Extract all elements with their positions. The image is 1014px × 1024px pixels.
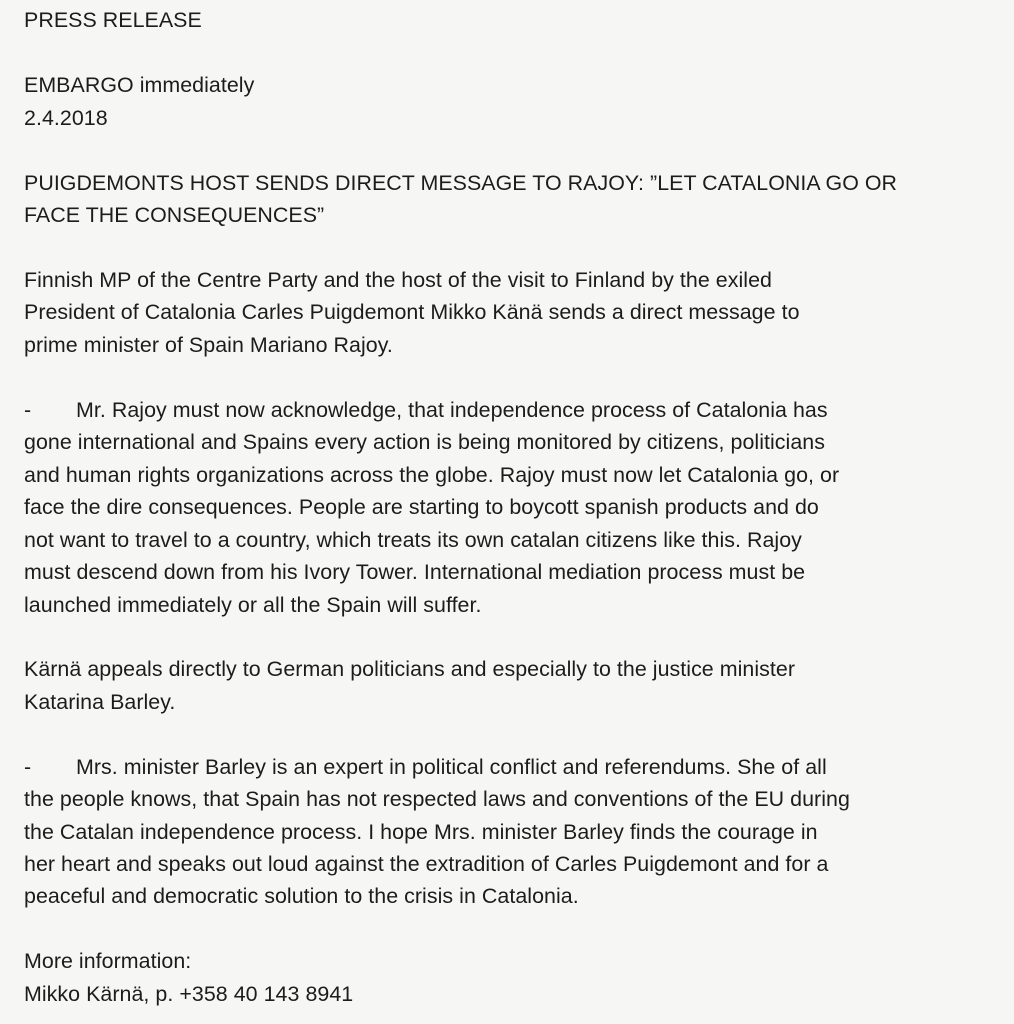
document-heading: PRESS RELEASE (24, 8, 202, 32)
intro-line: prime minister of Spain Mariano Rajoy. (24, 333, 393, 357)
quote-line: gone international and Spains every action is being monitored by citizens, politicians (24, 430, 825, 454)
headline-line: FACE THE CONSEQUENCES” (24, 203, 325, 227)
appeal-line: Kärnä appeals directly to German politicians and especially to the justice minister (24, 657, 796, 681)
release-date: 2.4.2018 (24, 106, 108, 130)
quote-line: her heart and speaks out loud against the extradition of Carles Puigdemont and for a (24, 852, 829, 876)
appeal-line: Katarina Barley. (24, 690, 176, 714)
quote-dash: - (24, 398, 32, 422)
intro-line: President of Catalonia Carles Puigdemont Mikko Känä sends a direct message to (24, 300, 800, 324)
quote-line: launched immediately or all the Spain will suffer. (24, 593, 482, 617)
quote-dash: - (24, 755, 32, 779)
contact-details: Mikko Kärnä, p. +358 40 143 8941 (24, 982, 354, 1006)
quote-line: peaceful and democratic solution to the crisis in Catalonia. (24, 884, 579, 908)
quote-line: not want to travel to a country, which treats its own catalan citizens like this. Rajoy (24, 528, 802, 552)
quote-line: and human rights organizations across the globe. Rajoy must now let Catalonia go, or (24, 463, 840, 487)
quote-line: the people knows, that Spain has not respected laws and conventions of the EU during (24, 787, 850, 811)
quote-line: face the dire consequences. People are starting to boycott spanish products and do (24, 495, 819, 519)
embargo-line: EMBARGO immediately (24, 73, 255, 97)
headline-line: PUIGDEMONTS HOST SENDS DIRECT MESSAGE TO RAJOY: ”LET CATALONIA GO OR (24, 171, 898, 195)
quote-line: Mrs. minister Barley is an expert in political conflict and referendums. She of all (76, 755, 827, 779)
quote-line: the Catalan independence process. I hope Mrs. minister Barley finds the courage in (24, 820, 818, 844)
quote-line: Mr. Rajoy must now acknowledge, that independence process of Catalonia has (76, 398, 828, 422)
intro-line: Finnish MP of the Centre Party and the host of the visit to Finland by the exiled (24, 268, 772, 292)
contact-label: More information: (24, 949, 192, 973)
quote-line: must descend down from his Ivory Tower. International mediation process must be (24, 560, 806, 584)
